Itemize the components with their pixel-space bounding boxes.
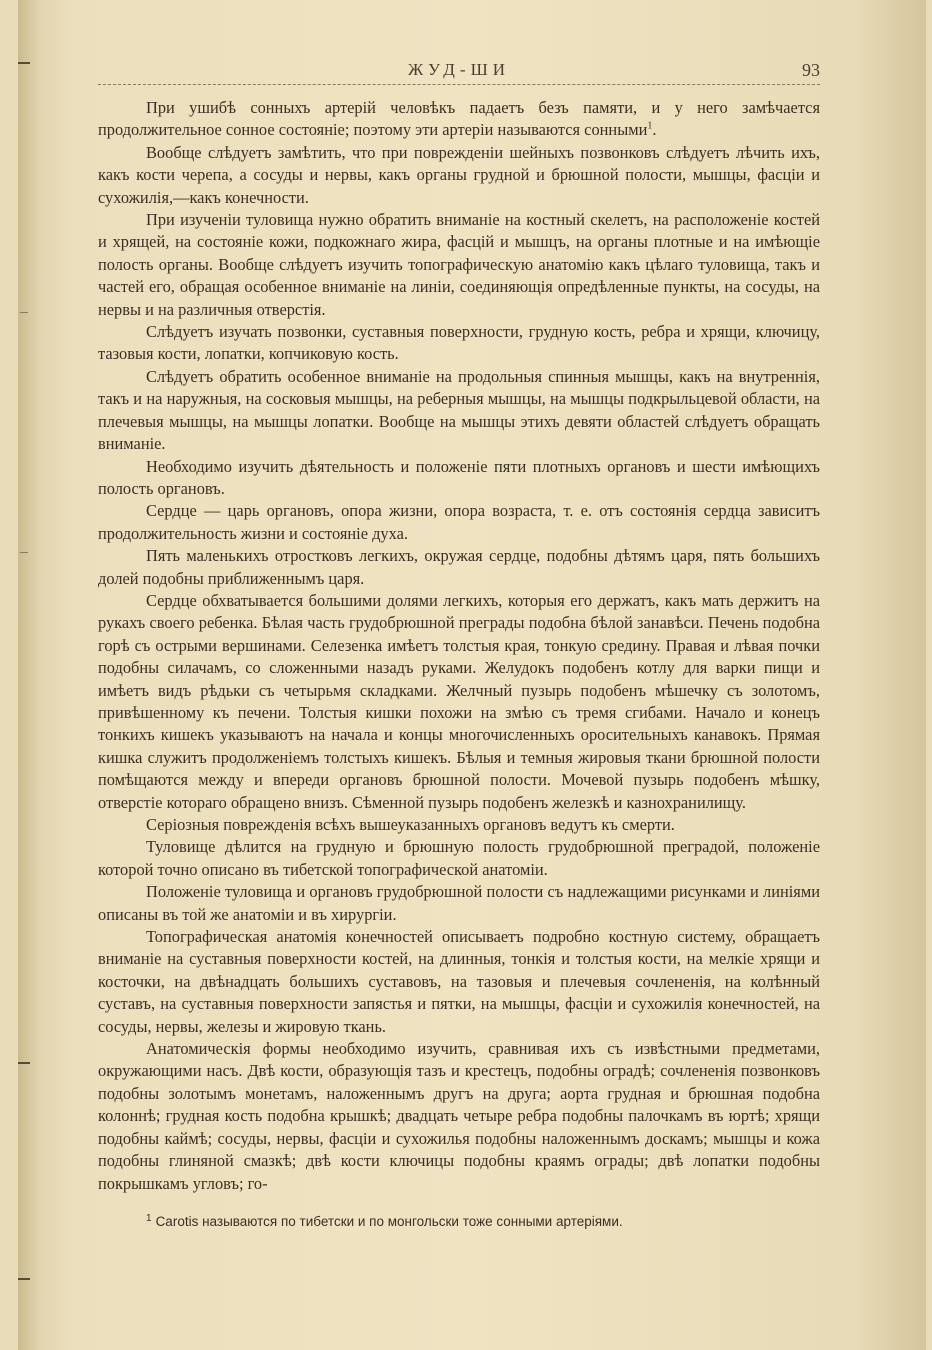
- paragraph: Сердце — царь органовъ, опора жизни, опора возраста, т. е. отъ состоянія сердца зависитъ продолжительность жизни и состояніе духа.: [98, 501, 820, 543]
- binding-mark: [20, 312, 28, 313]
- binding-edge: [18, 0, 40, 1350]
- binding-mark: [18, 1062, 30, 1064]
- paragraph: Слѣдуетъ изучать позвонки, суставныя поверхности, грудную кость, ребра и хрящи, ключицу, тазовыя кости, лопатки, копчиковую кость.: [98, 322, 820, 364]
- binding-mark: [20, 552, 28, 553]
- paragraph: Вообще слѣдуетъ замѣтить, что при поврежденіи шейныхъ позвонковъ слѣдуетъ лѣчить ихъ, какъ кости черепа, а сосуды и нервы, какъ органы грудной и брюшной полости, мышцы, фасціи и сухожилія,—какъ конечности.: [98, 142, 820, 207]
- paragraph: Топографическая анатомія конечностей описываетъ подробно костную систему, обращаетъ вниманіе на суставныя поверхности костей, на длинныя, тонкія и толстыя кости, на мелкіе хрящи и косточки, на двѣнадцать большихъ суставовъ, на тазовыя и плечевыя сочлененія, на колѣнный суставъ, на суставныя поверхности запястья и пятки, на мышцы, фасціи и сухожилія конечностей, на сосуды, нервы, железы и жировую ткань.: [98, 927, 820, 1036]
- paragraph: Анатомическія формы необходимо изучить, сравнивая ихъ съ извѣстными предметами, окружающими насъ. Двѣ кости, образующія тазъ и крестецъ, подобны оградѣ; сочлененія позвонковъ подобны золотымъ монетамъ, наложеннымъ другъ на друга; аорта грудная и брюшная подобна колоннѣ; грудная кость подобна крышкѣ; двадцать четыре ребра подобны палочкамъ въ юртѣ; хрящи подобны каймѣ; сосуды, нервы, фасціи и сухожилья подобны наложеннымъ доскамъ; мышцы и кожа подобны глиняной смазкѣ; двѣ кости ключицы подобны краямъ ограды; двѣ лопатки подобны покрышкамъ угловъ; го-: [98, 1039, 820, 1193]
- paragraph: Серіозныя поврежденія всѣхъ вышеуказанныхъ органовъ ведутъ къ смерти.: [146, 815, 675, 834]
- paragraph-text: При ушибѣ сонныхъ артерій человѣкъ падаетъ безъ памяти, и у него замѣчается продолжительное сонное состояніе; поэтому эти артеріи называются сонными: [98, 98, 820, 140]
- footnote-text: Carotis называются по тибетски и по монгольски тоже сонными артеріями.: [155, 1214, 623, 1229]
- paragraph: При ушибѣ сонныхъ артерій человѣкъ падаетъ безъ памяти, и у него замѣчается продолжительное сонное состояніе; поэтому эти артеріи называются сонными$^1$.: [98, 98, 820, 140]
- header-rule: [98, 84, 820, 85]
- paragraph: Слѣдуетъ обратить особенное вниманіе на продольныя спинныя мышцы, какъ на внутреннія, такъ и на наружныя, на сосковыя мышцы, на реберныя мышцы, на мышцы подкрыльцевой области, на плечевыя мышцы, на мышцы лопатки. Вообще на мышцы этихъ девяти областей слѣдуетъ обращать вниманіе.: [98, 366, 820, 454]
- footnote-reference: 1: [647, 120, 653, 132]
- page-number: 93: [802, 60, 820, 80]
- footnote-number: 1: [146, 1212, 152, 1224]
- page-header: [98, 60, 820, 86]
- footnote: [98, 1213, 820, 1231]
- paragraph: Необходимо изучить дѣятельность и положеніе пяти плотныхъ органовъ и шести имѣющихъ полость органовъ.: [98, 456, 820, 498]
- paragraph: Пять маленькихъ отростковъ легкихъ, окружая сердце, подобны дѣтямъ царя, пять большихъ долей подобны приближеннымъ царя.: [98, 546, 820, 588]
- binding-mark: [18, 1278, 30, 1280]
- paragraph: Туловище дѣлится на грудную и брюшную полость грудобрюшной преградой, положеніе которой точно описано въ тибетской топографической анатоміи.: [98, 837, 820, 879]
- paragraph: Сердце обхватывается большими долями легкихъ, которыя его держатъ, какъ мать держитъ на рукахъ своего ребенка. Бѣлая часть грудобрюшной преграды подобна бѣлой занавѣси. Печень подобна горѣ съ острыми вершинами. Селезенка имѣетъ толстыя края, тонкую средину. Правая и лѣвая почки подобны силачамъ, со сложенными назадъ руками. Желудокъ подобенъ котлу для варки пищи и имѣетъ видъ рѣдьки съ четырьмя складками. Желчный пузырь подобенъ мѣшечку съ золотомъ, привѣшенному къ печени. Толстыя кишки похожи на змѣю съ тремя сгибами. Начало и конецъ тонкихъ кишекъ указываютъ на начала и концы многочисленныхъ оросительныхъ канавокъ. Прямая кишка служитъ продолженіемъ толстыхъ кишекъ. Бѣлыя и темныя жировыя ткани брюшной полости помѣщаются между и впереди органовъ брюшной полости. Мочевой пузырь подобенъ мѣшку, отверстіе котораго обращено внизъ. Сѣменной пузырь подобенъ железкѣ и казнохранилищу.: [98, 590, 820, 812]
- paragraph: При изученіи туловища нужно обратить вниманіе на костный скелетъ, на расположеніе костей и хрящей, на состояніе кожи, подкожнаго жира, фасцій и мышцъ, на органы плотные и на имѣющіе полость органы. Вообще слѣдуетъ изучить топографическую анатомію какъ цѣлаго туловища, такъ и частей его, обращая особенное вниманіе на линіи, соединяющія опредѣленные пункты, на сосуды, на нервы и на различныя отверстія.: [98, 210, 820, 319]
- paragraph: Положеніе туловища и органовъ грудобрюшной полости съ надлежащими рисунками и линіями описаны въ той же анатоміи и въ хирургіи.: [98, 882, 820, 924]
- binding-mark: [18, 62, 30, 64]
- body-text: [98, 97, 820, 1195]
- running-title: ЖУД-ШИ: [408, 60, 510, 79]
